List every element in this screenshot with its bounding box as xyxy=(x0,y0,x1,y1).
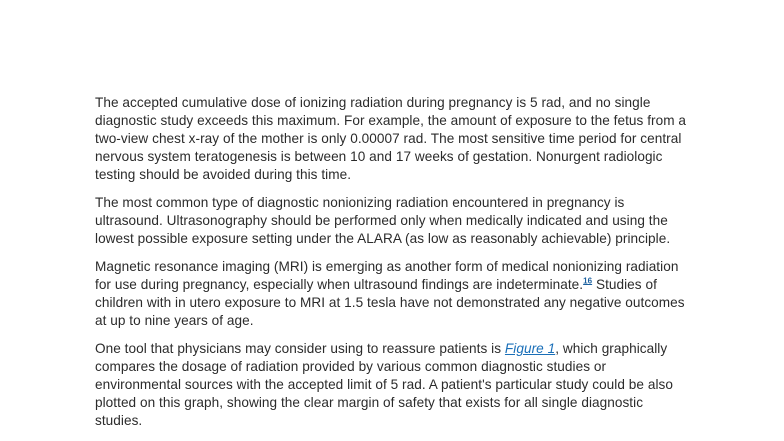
paragraph-figure-text: One tool that physicians may consider using to reassure patients is xyxy=(95,341,505,356)
reference-16-link[interactable]: 16 xyxy=(583,276,593,286)
figure-1-link[interactable]: Figure 1 xyxy=(504,341,556,356)
paragraph-mri xyxy=(95,258,691,330)
paragraph-ultrasound: The most common type of diagnostic nonionizing radiation encountered in pregnancy is ultrasound. Ultrasonography should be performed only when medically indicated and using the lowest possible exposure setting under the ALARA (as low as reasonably achievable) principle. xyxy=(95,195,671,246)
paragraph-mri-text-continued: Studies of children with in utero exposure to MRI at 1.5 tesla have not demonstrated any negative outcomes at up to nine years of age. xyxy=(95,277,685,328)
paragraph-figure-tool xyxy=(95,340,691,430)
paragraph-figure-text-continued: , which graphically compares the dosage of radiation provided by various common diagnostic studies or environmental sources with the accepted limit of 5 rad. A patient's particular study could be also plotted on this graph, showing the clear margin of safety that exists for all single diagnostic studies. xyxy=(95,341,673,428)
paragraph-mri-text: Magnetic resonance imaging (MRI) is emerging as another form of medical nonionizing radiation for use during pregnancy, especially when ultrasound findings are indeterminate. xyxy=(95,259,679,292)
paragraph-radiation-dose: The accepted cumulative dose of ionizing radiation during pregnancy is 5 rad, and no single diagnostic study exceeds this maximum. For example, the amount of exposure to the fetus from a two-view chest x-ray of the mother is only 0.00007 rad. The most sensitive time period for central nervous system teratogenesis is between 10 and 17 weeks of gestation. Nonurgent radiologic testing should be avoided during this time. xyxy=(95,95,687,182)
article-body xyxy=(95,94,691,440)
